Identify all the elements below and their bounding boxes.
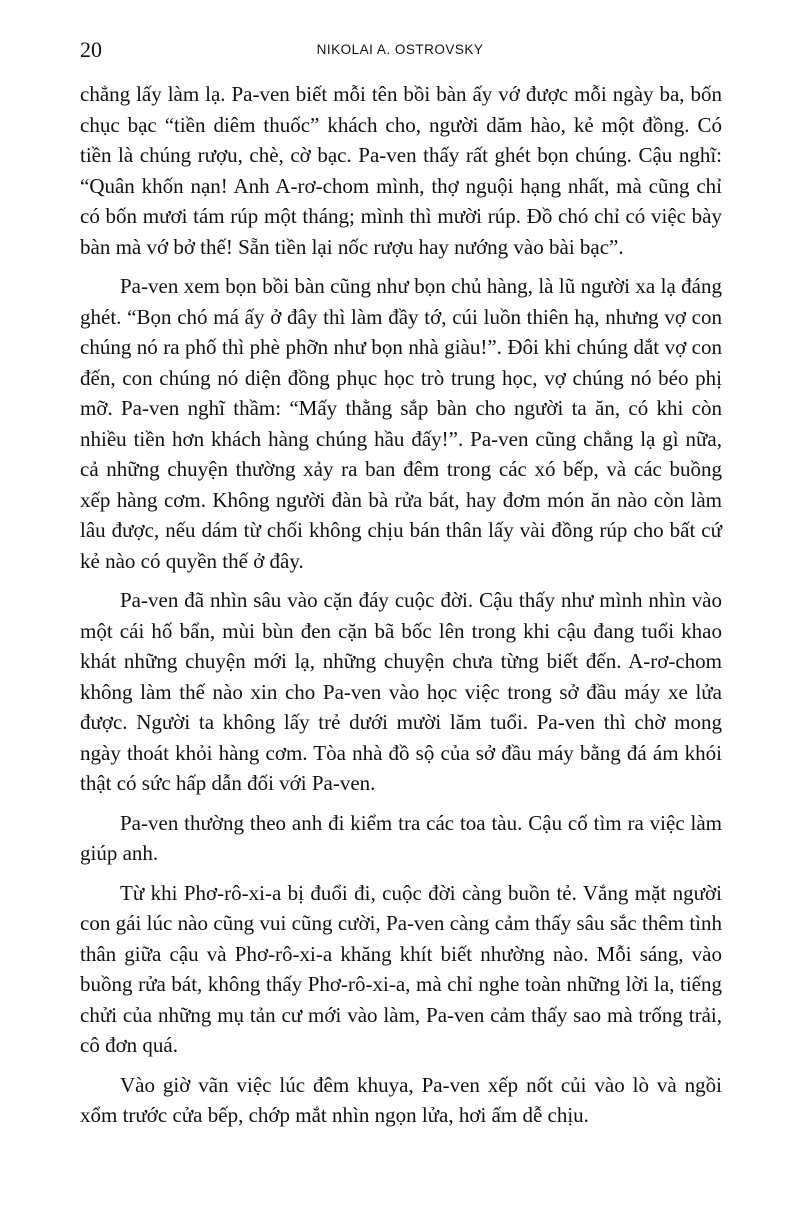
- paragraph: Pa-ven đã nhìn sâu vào cặn đáy cuộc đời. Cậu thấy như mình nhìn vào một cái hố bẩn, mùi bùn đen cặn bã bốc lên trong khi cậu đang tuổi khao khát những chuyện mới lạ, những chuyện chưa từng biết đến. A-rơ-chom không làm thế nào xin cho Pa-ven vào học việc trong sở đầu máy xe lửa được. Người ta không lấy trẻ dưới mười lăm tuổi. Pa-ven thì chờ mong ngày thoát khỏi hàng cơm. Tòa nhà đồ sộ của sở đầu máy bằng đá ám khói thật có sức hấp dẫn đối với Pa-ven.: [80, 588, 722, 795]
- paragraph: Pa-ven thường theo anh đi kiểm tra các toa tàu. Cậu cố tìm ra việc làm giúp anh.: [80, 810, 722, 865]
- page-header: [80, 36, 720, 66]
- body-text: [80, 79, 722, 1131]
- paragraph: chẳng lấy làm lạ. Pa-ven biết mỗi tên bồi bàn ấy vớ được mỗi ngày ba, bốn chục bạc “tiền diêm thuốc” khách cho, người dăm hào, kẻ một đồng. Có tiền là chúng rượu, chè, cờ bạc. Pa-ven thấy rất ghét bọn chúng. Cậu nghĩ: “Quân khốn nạn! Anh A-rơ-chom mình, thợ nguội hạng nhất, mà cũng chỉ có bốn mươi tám rúp một tháng; mình thì mười rúp. Đồ chó chỉ có việc bày bàn mà vớ bở thế! Sẵn tiền lại nốc rượu hay nướng vào bài bạc”.: [80, 82, 722, 259]
- page-number: 20: [80, 37, 102, 62]
- paragraph: Từ khi Phơ-rô-xi-a bị đuổi đi, cuộc đời càng buồn tẻ. Vắng mặt người con gái lúc nào cũng vui cũng cười, Pa-ven càng cảm thấy sâu sắc thêm tình thân giữa cậu và Phơ-rô-xi-a khăng khít biết nhường nào. Mỗi sáng, vào buồng rửa bát, không thấy Phơ-rô-xi-a, mà chỉ nghe toàn những lời la, tiếng chửi của những mụ tản cư mới vào làm, Pa-ven cảm thấy sao mà trống trải, cô đơn quá.: [80, 880, 722, 1057]
- paragraph: Vào giờ vãn việc lúc đêm khuya, Pa-ven xếp nốt củi vào lò và ngồi xổm trước cửa bếp, chớp mắt nhìn ngọn lửa, hơi ấm dễ chịu.: [80, 1072, 722, 1127]
- paragraph: Pa-ven xem bọn bồi bàn cũng như bọn chủ hàng, là lũ người xa lạ đáng ghét. “Bọn chó má ấy ở đây thì làm đầy tớ, cúi luồn thiên hạ, nhưng vợ con chúng nó ra phố thì phè phỡn như bọn nhà giàu!”. Đôi khi chúng dắt vợ con đến, con chúng nó diện đồng phục học trò trung học, vợ chúng nó béo phị mỡ. Pa-ven nghĩ thầm: “Mấy thằng sắp bàn cho người ta ăn, có khi còn nhiều tiền hơn khách hàng chúng hầu đấy!”. Pa-ven cũng chẳng lạ gì nữa, cả những chuyện thường xảy ra ban đêm trong các xó bếp, và các buồng xếp hàng cơm. Không người đàn bà rửa bát, hay đơm món ăn nào còn làm lâu được, nếu dám từ chối không chịu bán thân lấy vài đồng rúp cho bất cứ kẻ nào có quyền thế ở đây.: [80, 274, 722, 573]
- running-title: NIKOLAI A. OSTROVSKY: [316, 42, 484, 57]
